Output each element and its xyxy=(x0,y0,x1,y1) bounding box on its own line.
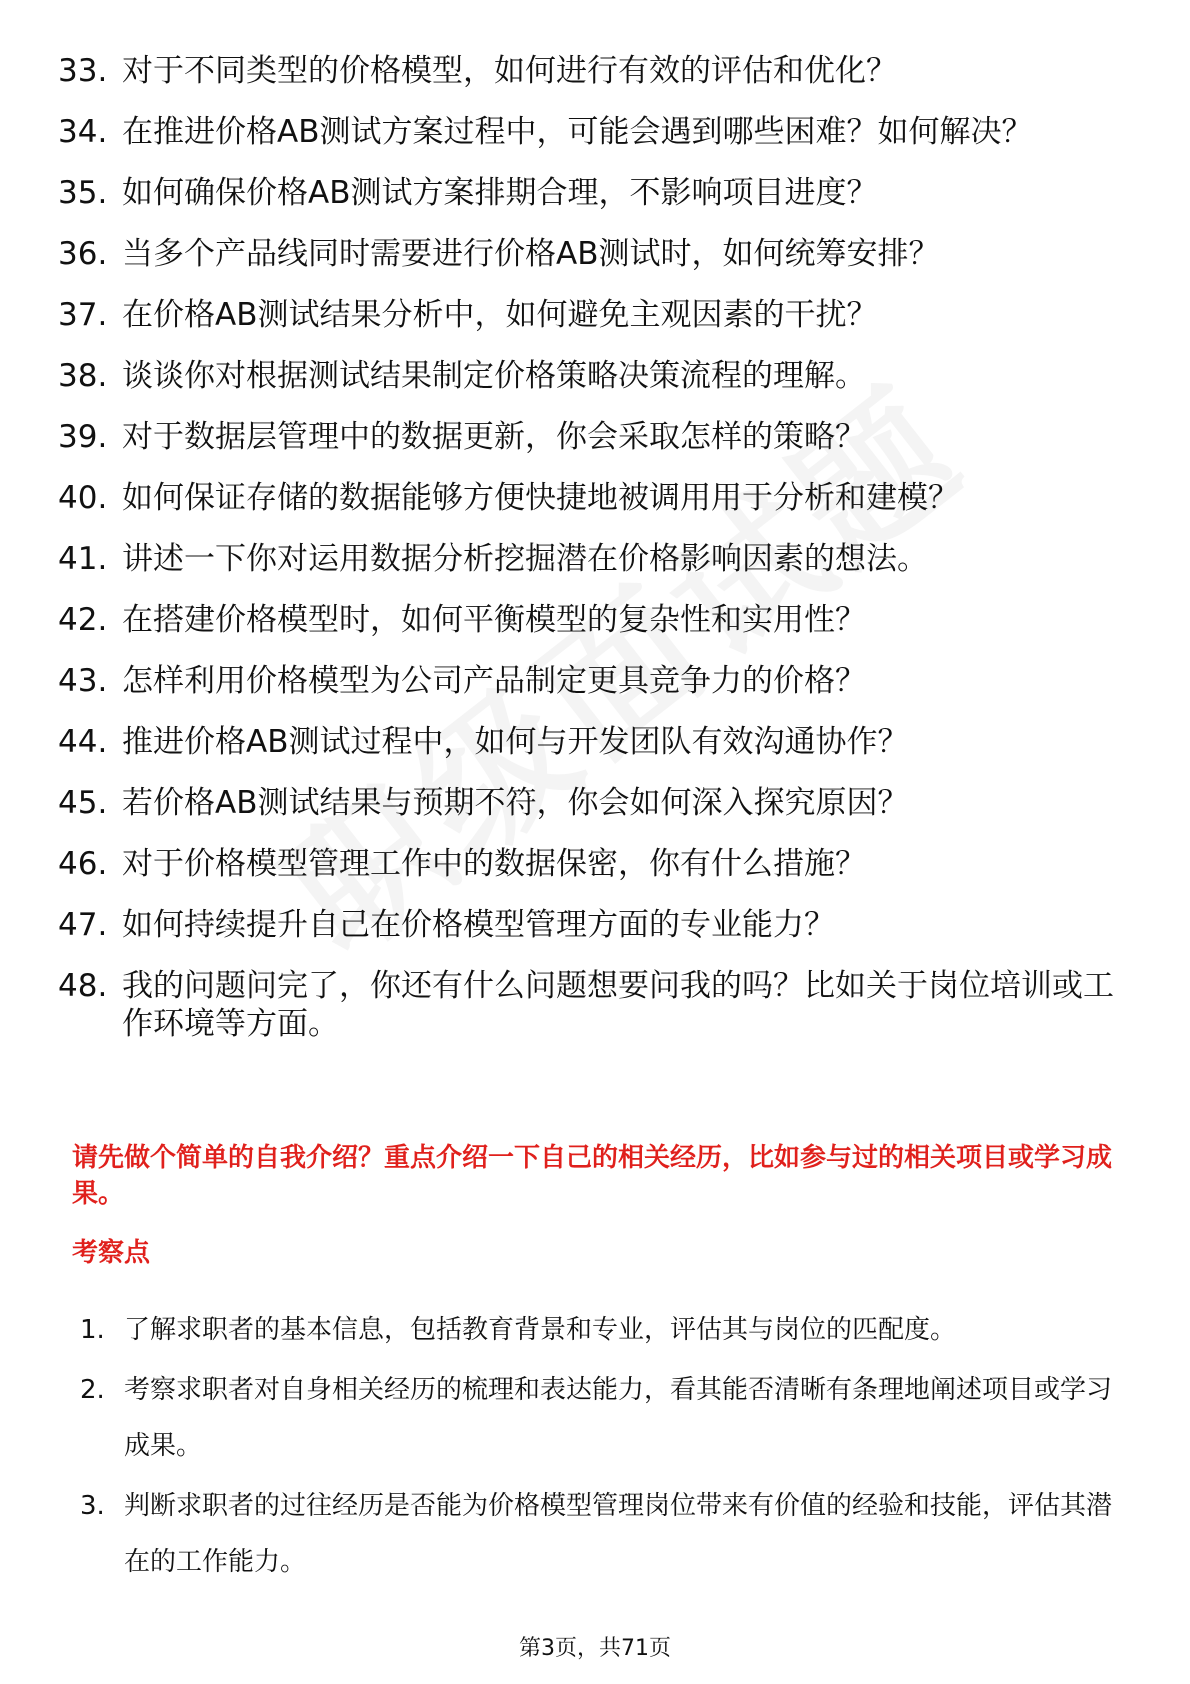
question-item xyxy=(58,174,1138,212)
question-number: 46. xyxy=(58,846,108,882)
question-number: 44. xyxy=(58,724,108,760)
question-number: 42. xyxy=(58,602,108,638)
question-number: 45. xyxy=(58,785,108,821)
question-number: 37. xyxy=(58,297,108,333)
assessment-point xyxy=(80,1478,1120,1590)
question-item xyxy=(58,357,1138,395)
question-number: 41. xyxy=(58,541,108,577)
question-item xyxy=(58,784,1138,822)
question-item xyxy=(58,845,1138,883)
question-text: 谈谈你对根据测试结果制定价格策略决策流程的理解。 xyxy=(122,358,866,394)
question-number: 33. xyxy=(58,53,108,89)
question-number: 34. xyxy=(58,114,108,150)
question-text: 在搭建价格模型时，如何平衡模型的复杂性和实用性？ xyxy=(122,602,866,638)
question-item xyxy=(58,723,1138,761)
page-footer: 第3页，共71页 xyxy=(519,1636,671,1661)
question-item xyxy=(58,601,1138,639)
assessment-point-text: 了解求职者的基本信息，包括教育背景和专业，评估其与岗位的匹配度。 xyxy=(124,1315,957,1345)
question-number: 43. xyxy=(58,663,108,699)
assessment-point xyxy=(80,1362,1120,1474)
question-item xyxy=(58,113,1138,151)
question-text: 怎样利用价格模型为公司产品制定更具竞争力的价格？ xyxy=(122,663,866,699)
question-text: 如何确保价格AB测试方案排期合理，不影响项目进度？ xyxy=(122,175,878,211)
assessment-point-number: 3. xyxy=(80,1491,105,1521)
assessment-point-number: 1. xyxy=(80,1315,105,1345)
question-text: 对于数据层管理中的数据更新，你会采取怎样的策略？ xyxy=(122,419,866,455)
assessment-points-label: 考察点 xyxy=(72,1238,151,1268)
question-text: 若价格AB测试结果与预期不符，你会如何深入探究原因？ xyxy=(122,785,909,821)
question-text: 对于价格模型管理工作中的数据保密，你有什么措施？ xyxy=(122,846,866,882)
question-item xyxy=(58,906,1138,944)
question-number: 38. xyxy=(58,358,108,394)
assessment-point-text: 判断求职者的过往经历是否能为价格模型管理岗位带来有价值的经验和技能，评估其潜在的工作能力。 xyxy=(124,1491,1113,1577)
question-item xyxy=(58,52,1138,90)
question-text: 我的问题问完了，你还有什么问题想要问我的吗？比如关于岗位培训或工作环境等方面。 xyxy=(122,968,1114,1042)
question-item xyxy=(58,418,1138,456)
question-item xyxy=(58,479,1138,517)
assessment-point-text: 考察求职者对自身相关经历的梳理和表达能力，看其能否清晰有条理地阐述项目或学习成果。 xyxy=(124,1375,1113,1461)
question-text: 当多个产品线同时需要进行价格AB测试时，如何统筹安排？ xyxy=(122,236,940,272)
question-text: 在推进价格AB测试方案过程中，可能会遇到哪些困难？如何解决？ xyxy=(122,114,1033,150)
assessment-points-list xyxy=(80,1302,1120,1594)
question-item xyxy=(58,296,1138,334)
question-number: 36. xyxy=(58,236,108,272)
question-number: 47. xyxy=(58,907,108,943)
question-text: 推进价格AB测试过程中，如何与开发团队有效沟通协作？ xyxy=(122,724,909,760)
question-list xyxy=(58,52,1138,1066)
question-item xyxy=(58,540,1138,578)
question-number: 40. xyxy=(58,480,108,516)
question-text: 如何保证存储的数据能够方便快捷地被调用用于分析和建模？ xyxy=(122,480,959,516)
assessment-point-number: 2. xyxy=(80,1375,105,1405)
section-heading: 请先做个简单的自我介绍？重点介绍一下自己的相关经历，比如参与过的相关项目或学习成果。 xyxy=(72,1143,1113,1209)
question-text: 对于不同类型的价格模型，如何进行有效的评估和优化？ xyxy=(122,53,897,89)
question-text: 在价格AB测试结果分析中，如何避免主观因素的干扰？ xyxy=(122,297,878,333)
question-text: 如何持续提升自己在价格模型管理方面的专业能力？ xyxy=(122,907,835,943)
question-number: 39. xyxy=(58,419,108,455)
assessment-point xyxy=(80,1302,1120,1358)
question-item xyxy=(58,235,1138,273)
question-number: 35. xyxy=(58,175,108,211)
question-text: 讲述一下你对运用数据分析挖掘潜在价格影响因素的想法。 xyxy=(122,541,928,577)
question-item xyxy=(58,662,1138,700)
question-number: 48. xyxy=(58,968,108,1004)
question-item xyxy=(58,967,1138,1043)
